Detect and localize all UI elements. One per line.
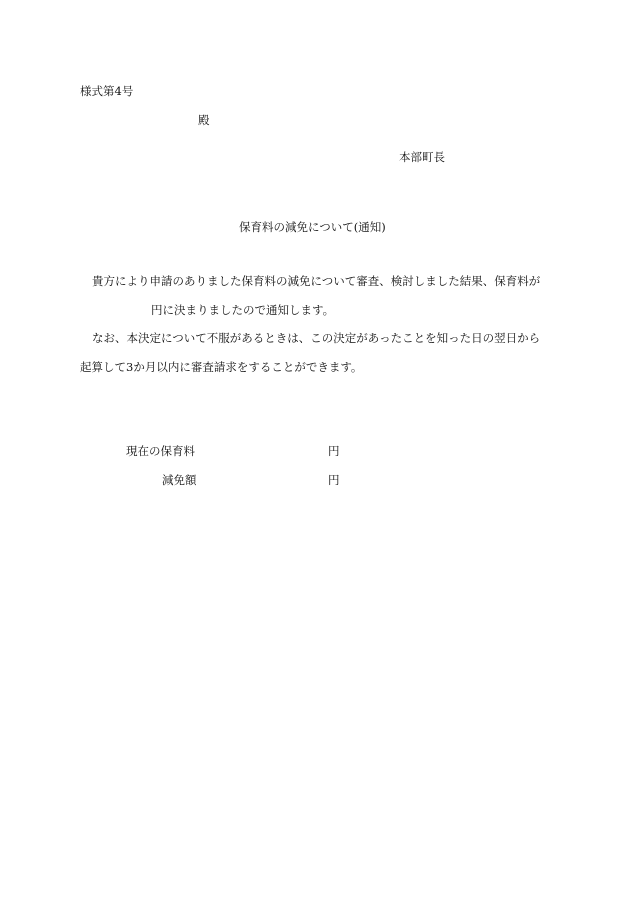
current-fee-unit: 円 [328, 444, 340, 458]
form-number: 様式第4号 [80, 84, 134, 98]
notice-paragraph-1-line-1: 貴方により申請のありました保育料の減免について審査、検討しました結果、保育料が [92, 274, 541, 288]
reduction-amount-label: 減免額 [162, 473, 197, 487]
reduction-amount-unit: 円 [328, 473, 340, 487]
notice-paragraph-2-line-2: 起算して3か月以内に審査請求をすることができます。 [80, 360, 363, 374]
document-title: 保育料の減免について(通知) [239, 220, 386, 234]
addressee-suffix: 殿 [198, 113, 210, 127]
notice-paragraph-2-line-1: なお、本決定について不服があるときは、この決定があったことを知った日の翌日から [92, 331, 541, 345]
issuer-name: 本部町長 [399, 150, 445, 164]
notice-paragraph-1-line-2: 円に決まりましたので通知します。 [151, 303, 335, 317]
current-fee-label: 現在の保育料 [126, 444, 195, 458]
